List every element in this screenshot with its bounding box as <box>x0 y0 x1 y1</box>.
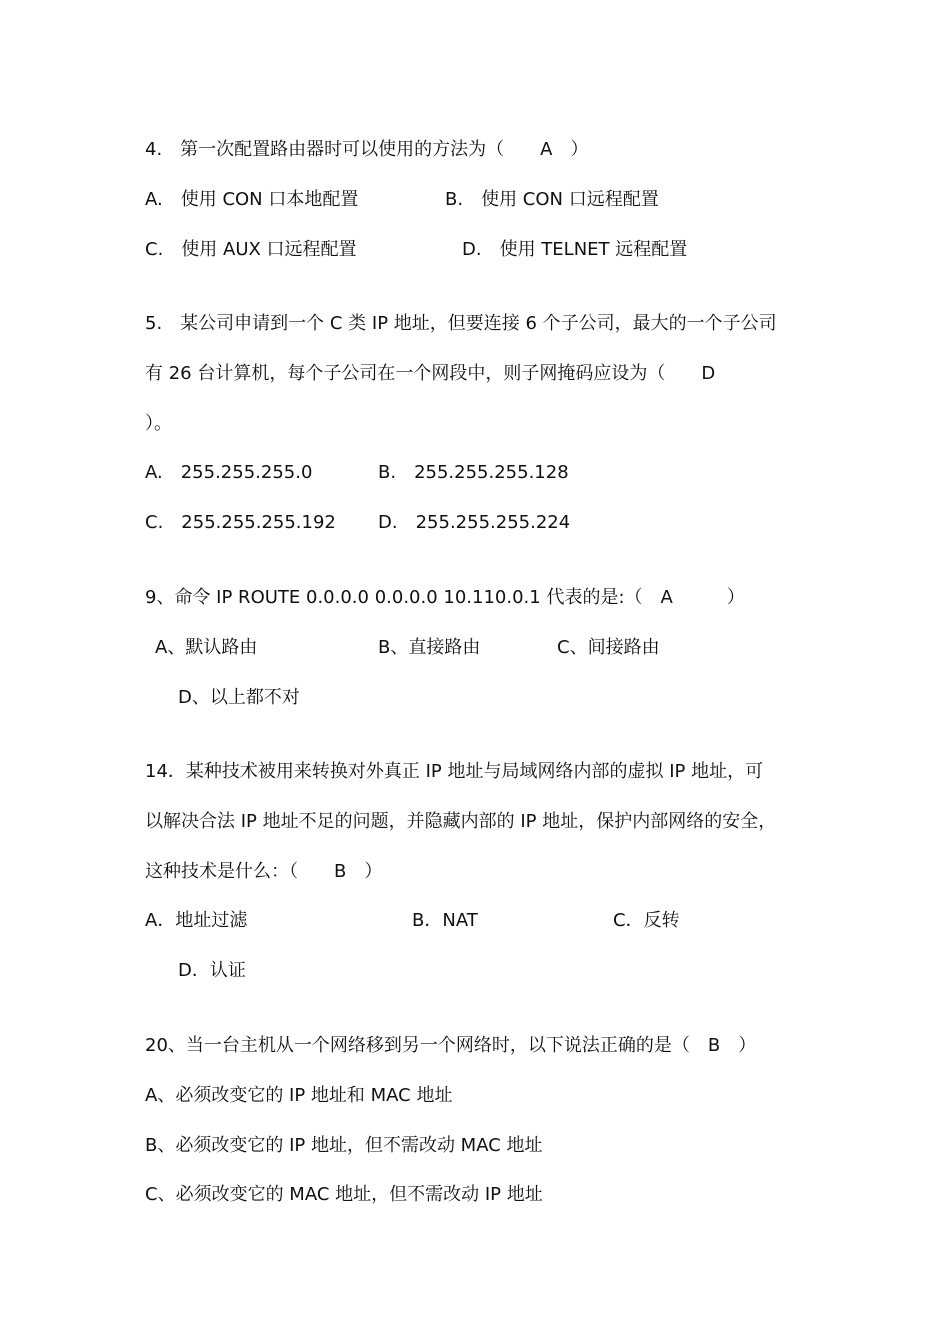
question-9-option-c: C、间接路由 <box>557 637 660 658</box>
question-9-option-b: B、直接路由 <box>378 637 481 658</box>
question-5-option-d: D. 255.255.255.224 <box>378 512 571 533</box>
question-14-option-a: A．地址过滤 <box>145 910 248 931</box>
question-20-option-b: B、必须改变它的 IP 地址，但不需改动 MAC 地址 <box>145 1135 543 1156</box>
question-14-option-d: D．认证 <box>178 960 246 981</box>
question-14-option-b: B．NAT <box>412 910 478 931</box>
question-4-option-d: D. 使用 TELNET 远程配置 <box>462 239 688 260</box>
question-5-stem-line-1: 5. 某公司申请到一个 C 类 IP 地址，但要连接 6 个子公司，最大的一个子公司 <box>145 313 777 334</box>
question-14-stem-line-1: 14．某种技术被用来转换对外真正 IP 地址与局域网络内部的虚拟 IP 地址，可 <box>145 761 764 782</box>
question-14-option-c: C．反转 <box>613 910 680 931</box>
question-20-option-c: C、必须改变它的 MAC 地址，但不需改动 IP 地址 <box>145 1184 543 1205</box>
question-4-option-b: B. 使用 CON 口远程配置 <box>445 189 659 210</box>
question-20-stem: 20、当一台主机从一个网络移到另一个网络时，以下说法正确的是（ B ） <box>145 1035 757 1056</box>
question-5-option-c: C. 255.255.255.192 <box>145 512 336 533</box>
question-20-option-a: A、必须改变它的 IP 地址和 MAC 地址 <box>145 1085 453 1106</box>
question-9-option-d: D、以上都不对 <box>178 687 300 708</box>
question-4-stem: 4. 第一次配置路由器时可以使用的方法为（ A ） <box>145 139 589 160</box>
question-5-option-a: A. 255.255.255.0 <box>145 462 313 483</box>
question-5-option-b: B. 255.255.255.128 <box>378 462 569 483</box>
question-9-option-a: A、默认路由 <box>155 637 258 658</box>
question-14-stem-line-3: 这种技术是什么：（ B ） <box>145 861 383 882</box>
question-4-option-c: C. 使用 AUX 口远程配置 <box>145 239 357 260</box>
question-5-stem-line-2: 有 26 台计算机，每个子公司在一个网段中，则子网掩码应设为（ D <box>145 363 716 384</box>
question-4-option-a: A. 使用 CON 口本地配置 <box>145 189 359 210</box>
question-9-stem: 9、命令 IP ROUTE 0.0.0.0 0.0.0.0 10.110.0.1 代表的是:（ A ） <box>145 587 745 608</box>
question-5-stem-line-3: ）。 <box>145 413 172 434</box>
question-14-stem-line-2: 以解决合法 IP 地址不足的问题，并隐藏内部的 IP 地址，保护内部网络的安全， <box>145 811 777 832</box>
